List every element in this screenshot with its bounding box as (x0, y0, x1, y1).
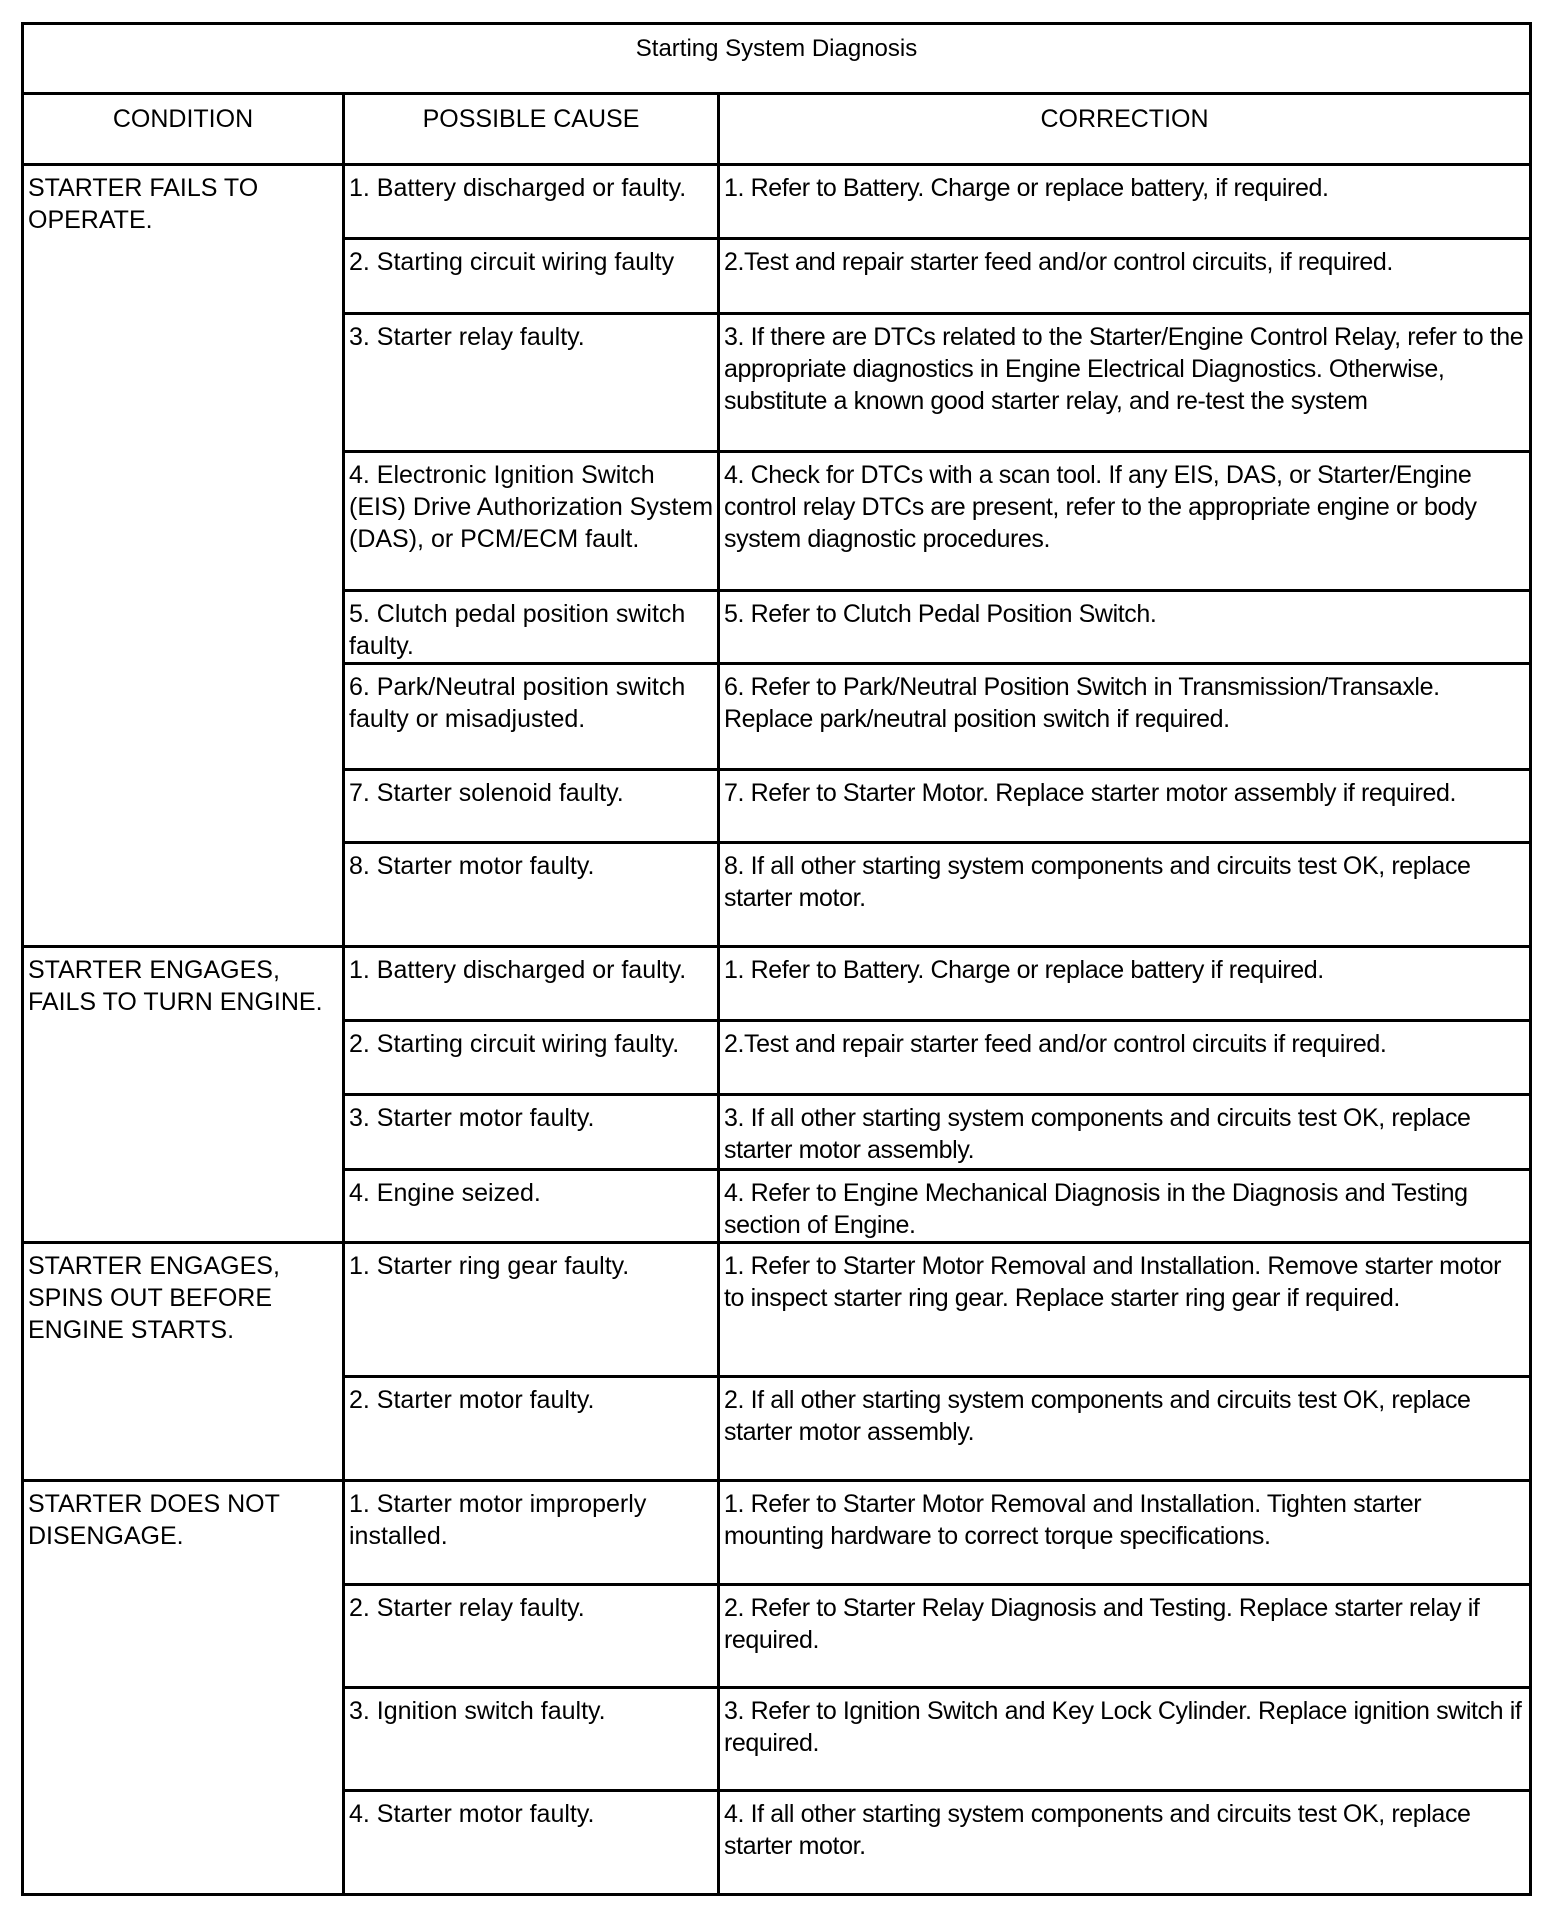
cause-cell: 4. Electronic Ignition Switch (EIS) Drive Authorization System (DAS), or PCM/ECM fault. (344, 452, 719, 591)
cause-cell: 1. Starter motor improperly installed. (344, 1481, 719, 1585)
correction-cell: 1. Refer to Starter Motor Removal and Installation. Tighten starter mounting hardware to correct torque specifications. (719, 1481, 1531, 1585)
cause-cell: 1. Battery discharged or faulty. (344, 165, 719, 239)
condition-cell: STARTER DOES NOT DISENGAGE. (23, 1481, 344, 1895)
table-row (23, 1243, 1531, 1377)
header-possible-cause: POSSIBLE CAUSE (344, 94, 719, 165)
correction-cell: 2.Test and repair starter feed and/or control circuits, if required. (719, 239, 1531, 314)
correction-cell: 4. Refer to Engine Mechanical Diagnosis in the Diagnosis and Testing section of Engine. (719, 1170, 1531, 1243)
correction-cell: 6. Refer to Park/Neutral Position Switch in Transmission/Transaxle. Replace park/neutral position switch if required. (719, 664, 1531, 770)
correction-cell: 3. If there are DTCs related to the Starter/Engine Control Relay, refer to the appropriate diagnostics in Engine Electrical Diagnostics. Otherwise, substitute a known good starter relay, and re-test the system (719, 314, 1531, 452)
cause-cell: 2. Starter relay faulty. (344, 1585, 719, 1688)
correction-cell: 8. If all other starting system components and circuits test OK, replace starter motor. (719, 843, 1531, 947)
cause-cell: 7. Starter solenoid faulty. (344, 770, 719, 843)
table-title: Starting System Diagnosis (23, 24, 1531, 94)
cause-cell: 1. Battery discharged or faulty. (344, 947, 719, 1021)
cause-cell: 1. Starter ring gear faulty. (344, 1243, 719, 1377)
condition-cell: STARTER ENGAGES, FAILS TO TURN ENGINE. (23, 947, 344, 1243)
cause-cell: 2. Starter motor faulty. (344, 1377, 719, 1481)
cause-cell: 3. Ignition switch faulty. (344, 1688, 719, 1791)
correction-cell: 4. Check for DTCs with a scan tool. If any EIS, DAS, or Starter/Engine control relay DTCs are present, refer to the appropriate engine or body system diagnostic procedures. (719, 452, 1531, 591)
header-correction: CORRECTION (719, 94, 1531, 165)
header-row (23, 94, 1531, 165)
cause-cell: 5. Clutch pedal position switch faulty. (344, 591, 719, 664)
table-row (23, 947, 1531, 1021)
cause-cell: 3. Starter motor faulty. (344, 1095, 719, 1170)
correction-cell: 3. If all other starting system components and circuits test OK, replace starter motor assembly. (719, 1095, 1531, 1170)
correction-cell: 5. Refer to Clutch Pedal Position Switch. (719, 591, 1531, 664)
correction-cell: 1. Refer to Battery. Charge or replace battery, if required. (719, 165, 1531, 239)
title-row (23, 24, 1531, 94)
table-row (23, 165, 1531, 239)
condition-cell: STARTER ENGAGES, SPINS OUT BEFORE ENGINE STARTS. (23, 1243, 344, 1481)
correction-cell: 3. Refer to Ignition Switch and Key Lock Cylinder. Replace ignition switch if required. (719, 1688, 1531, 1791)
correction-cell: 7. Refer to Starter Motor. Replace starter motor assembly if required. (719, 770, 1531, 843)
header-condition: CONDITION (23, 94, 344, 165)
cause-cell: 3. Starter relay faulty. (344, 314, 719, 452)
table-row (23, 1481, 1531, 1585)
cause-cell: 6. Park/Neutral position switch faulty or misadjusted. (344, 664, 719, 770)
cause-cell: 4. Engine seized. (344, 1170, 719, 1243)
correction-cell: 1. Refer to Battery. Charge or replace battery if required. (719, 947, 1531, 1021)
cause-cell: 8. Starter motor faulty. (344, 843, 719, 947)
starting-system-diagnosis-table (21, 22, 1532, 1896)
condition-cell: STARTER FAILS TO OPERATE. (23, 165, 344, 947)
correction-cell: 2. If all other starting system components and circuits test OK, replace starter motor assembly. (719, 1377, 1531, 1481)
cause-cell: 2. Starting circuit wiring faulty. (344, 1021, 719, 1095)
correction-cell: 2.Test and repair starter feed and/or control circuits if required. (719, 1021, 1531, 1095)
correction-cell: 2. Refer to Starter Relay Diagnosis and Testing. Replace starter relay if required. (719, 1585, 1531, 1688)
cause-cell: 4. Starter motor faulty. (344, 1791, 719, 1895)
table-body (23, 165, 1531, 1895)
correction-cell: 4. If all other starting system components and circuits test OK, replace starter motor. (719, 1791, 1531, 1895)
cause-cell: 2. Starting circuit wiring faulty (344, 239, 719, 314)
correction-cell: 1. Refer to Starter Motor Removal and Installation. Remove starter motor to inspect starter ring gear. Replace starter ring gear if required. (719, 1243, 1531, 1377)
